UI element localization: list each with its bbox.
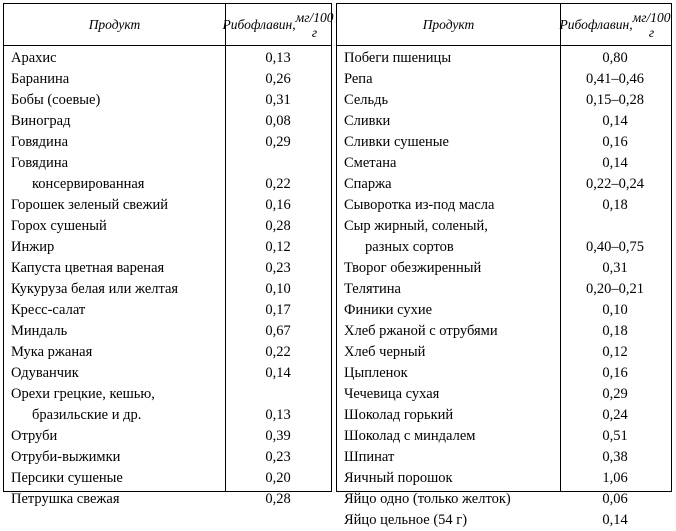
riboflavin-value-column-left bbox=[226, 46, 330, 507]
product-name-continuation: консервированная bbox=[32, 176, 145, 192]
column-header-riboflavin-left bbox=[222, 4, 334, 45]
product-name: Орехи грецкие, кешью, bbox=[11, 386, 155, 402]
riboflavin-value: 0,29 bbox=[265, 134, 291, 150]
product-name-column-right bbox=[337, 46, 561, 528]
riboflavin-value: 0,10 bbox=[265, 281, 291, 297]
product-name: Репа bbox=[344, 71, 373, 87]
table-row bbox=[4, 48, 225, 69]
product-name: Инжир bbox=[11, 239, 55, 255]
riboflavin-value: 0,15–0,28 bbox=[586, 92, 644, 108]
riboflavin-value: 0,18 bbox=[602, 197, 628, 213]
column-header-riboflavin-line2-left: мг/100 г bbox=[295, 9, 334, 40]
riboflavin-value: 0,23 bbox=[265, 260, 291, 276]
product-name: Бобы (соевые) bbox=[11, 92, 101, 108]
product-name: Горох сушеный bbox=[11, 218, 107, 234]
riboflavin-value: 0,26 bbox=[265, 71, 291, 87]
riboflavin-value: 0,14 bbox=[265, 365, 291, 381]
table-row bbox=[4, 489, 225, 510]
riboflavin-value: 0,14 bbox=[602, 512, 628, 528]
product-name: Чечевица сухая bbox=[344, 386, 440, 402]
table-row bbox=[337, 363, 560, 384]
riboflavin-value-column-right bbox=[561, 46, 669, 528]
product-name: Виноград bbox=[11, 113, 71, 129]
product-name: Телятина bbox=[344, 281, 401, 297]
table-row bbox=[337, 132, 560, 153]
table-row bbox=[4, 195, 225, 216]
riboflavin-value: 0,22 bbox=[265, 344, 291, 360]
riboflavin-value: 0,24 bbox=[602, 407, 628, 423]
table-row bbox=[337, 447, 560, 468]
column-header-riboflavin-line1-right: Рибофлавин, bbox=[559, 17, 633, 32]
table-row bbox=[337, 48, 560, 69]
table-row bbox=[337, 510, 560, 531]
product-name: Горошек зеленый свежий bbox=[11, 197, 169, 213]
product-name: Арахис bbox=[11, 50, 57, 66]
column-header-riboflavin-line2-right: мг/100 г bbox=[632, 9, 671, 40]
riboflavin-value: 0,20 bbox=[265, 470, 291, 486]
riboflavin-value: 0,14 bbox=[602, 113, 628, 129]
table-header-row-left bbox=[4, 4, 334, 46]
column-header-riboflavin-right bbox=[561, 4, 669, 45]
table-row bbox=[337, 342, 560, 363]
table-row bbox=[4, 279, 225, 300]
riboflavin-value: 0,22–0,24 bbox=[586, 176, 644, 192]
product-name: Хлеб ржаной с отрубями bbox=[344, 323, 498, 339]
product-name: Сметана bbox=[344, 155, 397, 171]
table-row bbox=[4, 447, 225, 468]
riboflavin-value: 0,38 bbox=[602, 449, 628, 465]
riboflavin-value: 0,80 bbox=[602, 50, 628, 66]
product-name-column-left bbox=[4, 46, 226, 507]
riboflavin-value: 0,39 bbox=[265, 428, 291, 444]
product-name: Творог обезжиренный bbox=[344, 260, 482, 276]
riboflavin-value: 0,29 bbox=[602, 386, 628, 402]
table-row bbox=[4, 216, 225, 237]
table-row bbox=[4, 258, 225, 279]
product-name: Сыворотка из-под масла bbox=[344, 197, 495, 213]
table-row bbox=[337, 279, 560, 300]
product-name-continuation: разных сортов bbox=[365, 239, 454, 255]
product-name: Яйцо одно (только желток) bbox=[344, 491, 511, 507]
product-name: Финики сухие bbox=[344, 302, 433, 318]
riboflavin-value: 0,06 bbox=[602, 491, 628, 507]
table-header-row-right bbox=[337, 4, 671, 46]
product-name: Персики сушеные bbox=[11, 470, 123, 486]
table-row bbox=[337, 216, 560, 258]
table-row bbox=[337, 153, 560, 174]
product-name: Сливки сушеные bbox=[344, 134, 449, 150]
table-row bbox=[337, 174, 560, 195]
riboflavin-value: 0,17 bbox=[265, 302, 291, 318]
table-row bbox=[337, 195, 560, 216]
riboflavin-table-right bbox=[336, 3, 672, 528]
column-header-product-left: Продукт bbox=[4, 4, 226, 45]
riboflavin-value: 0,20–0,21 bbox=[586, 281, 644, 297]
product-name: Баранина bbox=[11, 71, 70, 87]
riboflavin-value: 0,16 bbox=[602, 134, 628, 150]
product-name: Отруби-выжимки bbox=[11, 449, 121, 465]
table-row bbox=[4, 384, 225, 426]
riboflavin-value: 0,28 bbox=[265, 491, 291, 507]
table-row bbox=[4, 426, 225, 447]
riboflavin-value: 0,67 bbox=[265, 323, 291, 339]
riboflavin-value: 0,13 bbox=[265, 50, 291, 66]
table-body-right bbox=[337, 46, 671, 528]
riboflavin-value: 0,41–0,46 bbox=[586, 71, 644, 87]
riboflavin-value: 0,31 bbox=[265, 92, 291, 108]
table-row bbox=[337, 69, 560, 90]
riboflavin-value: 0,22 bbox=[265, 176, 291, 192]
riboflavin-value: 0,16 bbox=[602, 365, 628, 381]
product-name: Яйцо цельное (54 г) bbox=[344, 512, 468, 528]
riboflavin-value: 0,31 bbox=[602, 260, 628, 276]
column-header-product-right: Продукт bbox=[337, 4, 561, 45]
product-name: Одуванчик bbox=[11, 365, 79, 381]
product-name: Отруби bbox=[11, 428, 58, 444]
table-row bbox=[337, 90, 560, 111]
product-name: Кукуруза белая или желтая bbox=[11, 281, 179, 297]
table-row bbox=[337, 405, 560, 426]
table-row bbox=[4, 342, 225, 363]
table-row bbox=[4, 69, 225, 90]
riboflavin-value: 0,12 bbox=[265, 239, 291, 255]
column-header-riboflavin-line1-left: Рибофлавин, bbox=[222, 17, 296, 32]
table-row bbox=[4, 111, 225, 132]
riboflavin-value: 0,08 bbox=[265, 113, 291, 129]
product-name: Сыр жирный, соленый, bbox=[344, 218, 488, 234]
table-row bbox=[4, 300, 225, 321]
product-name: Сливки bbox=[344, 113, 391, 129]
table-body-left bbox=[4, 46, 331, 507]
product-name-continuation: бразильские и др. bbox=[32, 407, 142, 423]
riboflavin-value: 0,23 bbox=[265, 449, 291, 465]
table-row bbox=[337, 258, 560, 279]
table-row bbox=[4, 153, 225, 195]
product-name: Побеги пшеницы bbox=[344, 50, 452, 66]
product-name: Миндаль bbox=[11, 323, 68, 339]
product-name: Петрушка свежая bbox=[11, 491, 120, 507]
product-name: Сельдь bbox=[344, 92, 389, 108]
riboflavin-value: 0,14 bbox=[602, 155, 628, 171]
riboflavin-value: 0,40–0,75 bbox=[586, 239, 644, 255]
product-name: Говядина bbox=[11, 134, 69, 150]
table-row bbox=[337, 321, 560, 342]
product-name: Цыпленок bbox=[344, 365, 408, 381]
table-row bbox=[4, 90, 225, 111]
product-name: Кресс-салат bbox=[11, 302, 86, 318]
product-name: Яичный порошок bbox=[344, 470, 453, 486]
product-name: Шоколад с миндалем bbox=[344, 428, 476, 444]
riboflavin-value: 0,10 bbox=[602, 302, 628, 318]
riboflavin-value: 0,12 bbox=[602, 344, 628, 360]
riboflavin-value: 0,28 bbox=[265, 218, 291, 234]
product-name: Хлеб черный bbox=[344, 344, 426, 360]
riboflavin-value: 0,18 bbox=[602, 323, 628, 339]
product-name: Говядина bbox=[11, 155, 69, 171]
table-row bbox=[4, 132, 225, 153]
product-name: Спаржа bbox=[344, 176, 392, 192]
table-row bbox=[337, 111, 560, 132]
table-row bbox=[4, 237, 225, 258]
product-name: Шпинат bbox=[344, 449, 395, 465]
table-row bbox=[4, 321, 225, 342]
riboflavin-value: 0,13 bbox=[265, 407, 291, 423]
riboflavin-value: 0,51 bbox=[602, 428, 628, 444]
table-row bbox=[337, 384, 560, 405]
riboflavin-table-left bbox=[3, 3, 334, 507]
table-row bbox=[4, 468, 225, 489]
table-row bbox=[337, 300, 560, 321]
product-name: Капуста цветная вареная bbox=[11, 260, 165, 276]
table-row bbox=[4, 363, 225, 384]
riboflavin-value: 1,06 bbox=[602, 470, 628, 486]
riboflavin-value: 0,16 bbox=[265, 197, 291, 213]
table-row bbox=[337, 489, 560, 510]
product-name: Шоколад горький bbox=[344, 407, 454, 423]
product-name: Мука ржаная bbox=[11, 344, 93, 360]
table-row bbox=[337, 426, 560, 447]
table-row bbox=[337, 468, 560, 489]
